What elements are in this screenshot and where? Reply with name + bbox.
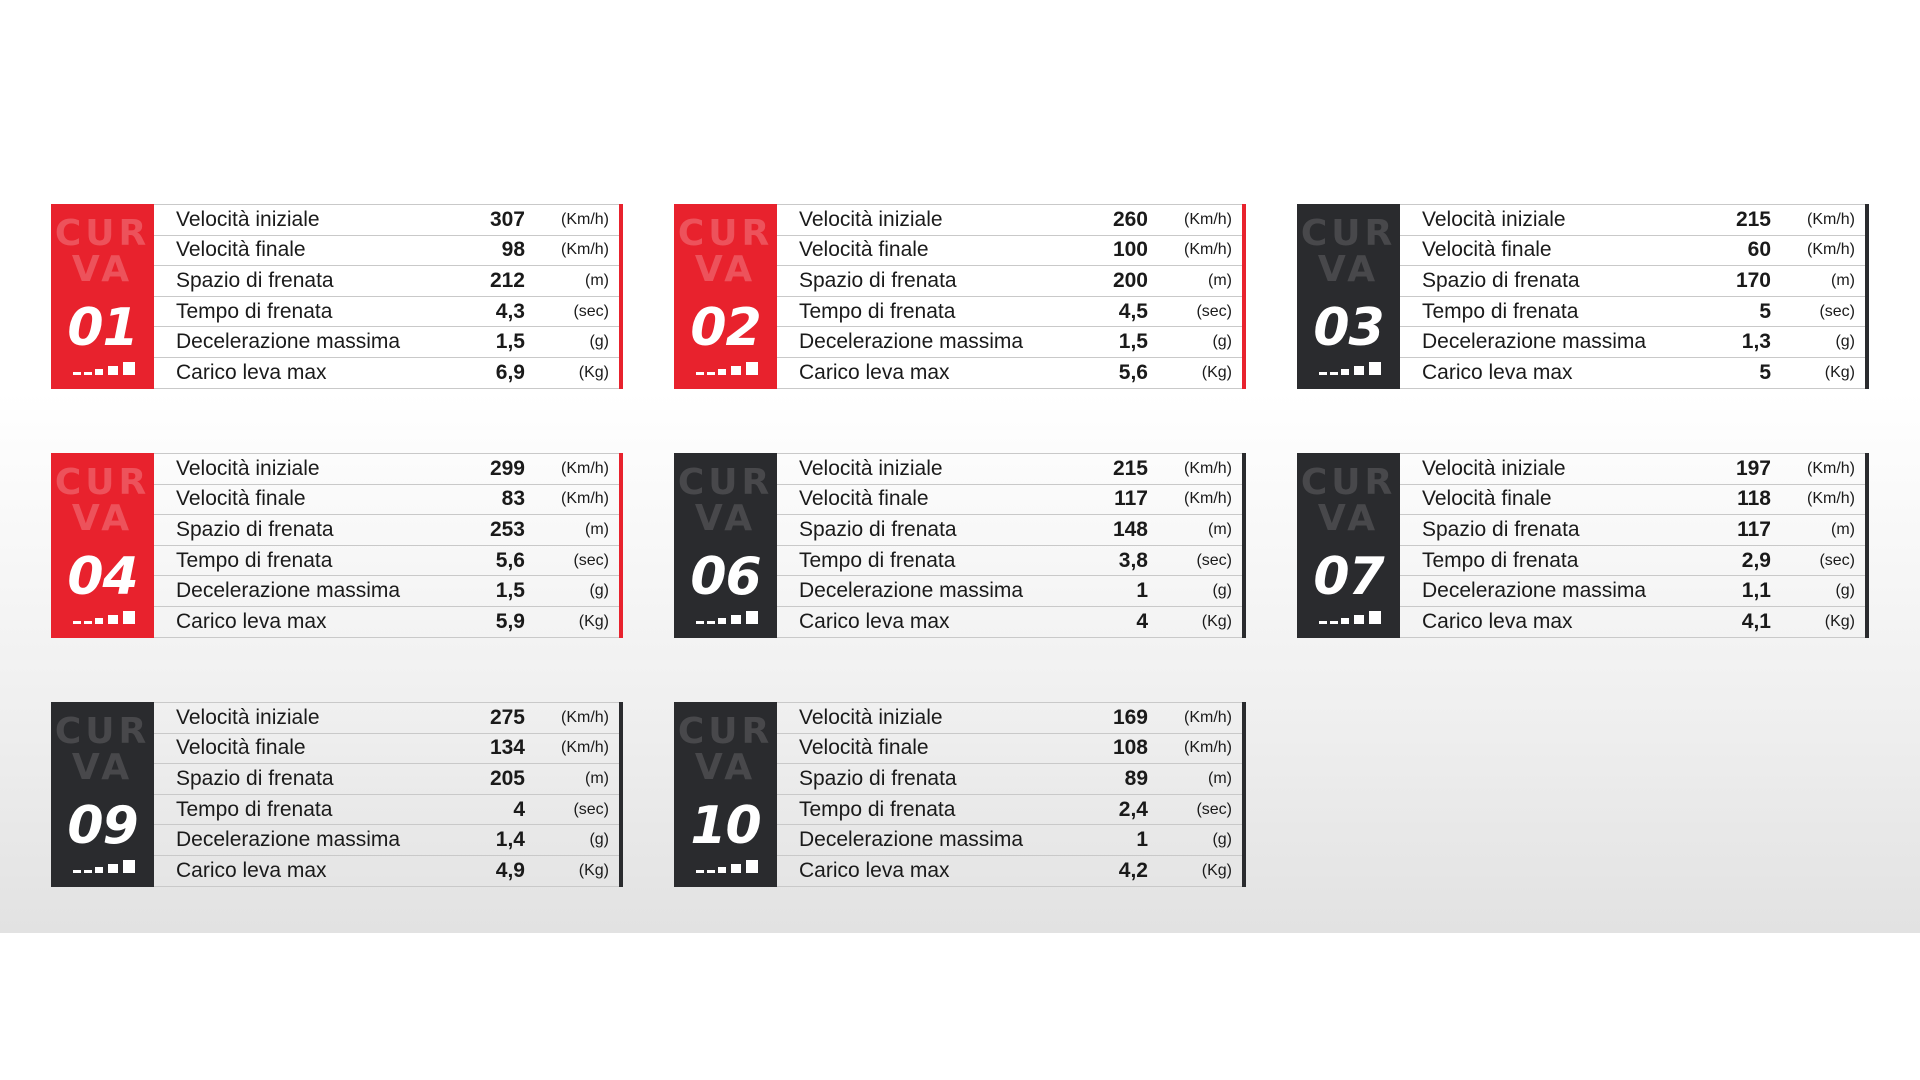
stat-row: [154, 515, 619, 546]
curve-stats-table: [777, 702, 1242, 887]
stat-value: 5,6: [495, 548, 525, 572]
curve-label-bottom: VA: [71, 249, 134, 290]
curve-card-09: [51, 702, 623, 887]
stat-row: [154, 205, 619, 236]
stat-row: [154, 358, 619, 389]
curve-stats-table: [777, 453, 1242, 638]
stat-unit: (sec): [1196, 551, 1232, 569]
curve-number: 02: [690, 298, 761, 358]
stat-value: 215: [1735, 207, 1771, 231]
card-edge-bar: [1242, 702, 1246, 887]
stat-value: 2,4: [1118, 797, 1148, 821]
stat-label: Velocità finale: [799, 736, 929, 760]
signal-bars-icon: [73, 859, 137, 873]
card-edge-bar: [1865, 204, 1869, 389]
stat-row: [154, 734, 619, 765]
stat-unit: (m): [1831, 520, 1855, 538]
stat-row: [777, 485, 1242, 516]
stat-label: Tempo di frenata: [799, 548, 956, 572]
stat-label: Carico leva max: [1422, 609, 1573, 633]
stat-unit: (sec): [573, 551, 609, 569]
stat-value: 108: [1112, 736, 1148, 760]
stat-label: Spazio di frenata: [176, 517, 334, 541]
stat-unit: (sec): [1196, 800, 1232, 818]
stat-label: Velocità finale: [799, 487, 929, 511]
stat-label: Spazio di frenata: [799, 268, 957, 292]
curve-stats-table: [154, 204, 619, 389]
stat-value: 5,6: [1118, 360, 1148, 384]
stat-label: Velocità iniziale: [799, 705, 943, 729]
stat-row: [154, 576, 619, 607]
stat-row: [154, 825, 619, 856]
stat-unit: (g): [589, 582, 609, 600]
stat-unit: (m): [585, 271, 609, 289]
stat-unit: (Km/h): [561, 459, 609, 477]
stat-row: [1400, 297, 1865, 328]
stat-unit: (Km/h): [1184, 739, 1232, 757]
stat-label: Decelerazione massima: [799, 579, 1024, 603]
stat-unit: (Km/h): [561, 241, 609, 259]
stat-value: 200: [1112, 268, 1148, 292]
stat-value: 1,4: [495, 828, 525, 852]
curve-label-top: CUR: [54, 213, 151, 254]
curve-card-04: [51, 453, 623, 638]
stat-label: Decelerazione massima: [799, 828, 1024, 852]
stat-unit: (Km/h): [561, 210, 609, 228]
stat-row: [154, 266, 619, 297]
signal-bars-icon: [696, 361, 760, 375]
stat-row: [1400, 266, 1865, 297]
curve-badge: [674, 204, 777, 389]
stat-unit: (Kg): [1824, 363, 1855, 381]
stat-label: Decelerazione massima: [176, 330, 401, 354]
stat-value: 4,9: [495, 858, 525, 882]
stat-row: [1400, 358, 1865, 389]
stat-value: 89: [1124, 766, 1148, 790]
stat-unit: (Kg): [578, 363, 609, 381]
stat-label: Decelerazione massima: [1422, 579, 1647, 603]
stat-unit: (m): [585, 520, 609, 538]
stat-label: Decelerazione massima: [176, 828, 401, 852]
stat-row: [1400, 236, 1865, 267]
stat-label: Carico leva max: [176, 360, 327, 384]
stat-row: [777, 236, 1242, 267]
stat-value: 205: [489, 766, 525, 790]
stat-value: 170: [1735, 268, 1771, 292]
stat-row: [777, 546, 1242, 577]
stat-value: 3,8: [1118, 548, 1148, 572]
stat-label: Velocità iniziale: [1422, 456, 1566, 480]
signal-bars-icon: [1319, 610, 1383, 624]
stat-row: [1400, 515, 1865, 546]
stat-label: Spazio di frenata: [1422, 268, 1580, 292]
stat-label: Tempo di frenata: [176, 548, 333, 572]
curve-card-01: [51, 204, 623, 389]
signal-bars-icon: [1319, 361, 1383, 375]
card-edge-bar: [619, 702, 623, 887]
stat-unit: (Km/h): [1184, 210, 1232, 228]
curve-label-bottom: VA: [71, 747, 134, 788]
stat-value: 4: [513, 797, 525, 821]
stat-label: Spazio di frenata: [176, 268, 334, 292]
curve-card-10: [674, 702, 1246, 887]
stat-unit: (g): [589, 831, 609, 849]
stat-unit: (g): [1212, 582, 1232, 600]
stat-row: [154, 703, 619, 734]
stat-label: Carico leva max: [799, 360, 950, 384]
stat-unit: (m): [1208, 769, 1232, 787]
stat-row: [1400, 576, 1865, 607]
curve-stats-table: [1400, 204, 1865, 389]
curve-number: 09: [67, 796, 138, 856]
curve-stats-table: [154, 453, 619, 638]
stat-unit: (Kg): [1201, 612, 1232, 630]
card-edge-bar: [1865, 453, 1869, 638]
stat-value: 4,3: [495, 299, 525, 323]
stat-unit: (Km/h): [1807, 210, 1855, 228]
stat-value: 118: [1737, 487, 1771, 511]
stat-unit: (Km/h): [561, 490, 609, 508]
card-edge-bar: [619, 204, 623, 389]
curve-label-top: CUR: [54, 711, 151, 752]
stat-value: 1,5: [1118, 330, 1148, 354]
stat-row: [1400, 485, 1865, 516]
stat-value: 307: [489, 207, 525, 231]
stat-value: 1,3: [1741, 330, 1771, 354]
curve-stats-table: [1400, 453, 1865, 638]
stat-value: 253: [489, 517, 525, 541]
stat-row: [777, 856, 1242, 887]
stat-value: 1,5: [495, 579, 525, 603]
stat-value: 5,9: [495, 609, 525, 633]
stat-row: [777, 576, 1242, 607]
curve-label-top: CUR: [677, 213, 774, 254]
stat-unit: (Km/h): [1807, 490, 1855, 508]
curve-label-bottom: VA: [694, 498, 757, 539]
stat-value: 60: [1747, 238, 1771, 262]
stat-label: Tempo di frenata: [176, 299, 333, 323]
stat-value: 215: [1112, 456, 1148, 480]
stat-unit: (m): [1831, 271, 1855, 289]
stat-label: Tempo di frenata: [799, 797, 956, 821]
stat-row: [777, 795, 1242, 826]
stat-label: Carico leva max: [799, 858, 950, 882]
curve-number: 07: [1313, 547, 1384, 607]
stat-unit: (Km/h): [1184, 459, 1232, 477]
stat-row: [154, 795, 619, 826]
stat-row: [777, 266, 1242, 297]
stat-value: 134: [489, 736, 525, 760]
curve-number: 03: [1313, 298, 1384, 358]
stat-row: [154, 327, 619, 358]
stat-row: [777, 327, 1242, 358]
stat-label: Velocità iniziale: [176, 705, 320, 729]
curve-number: 10: [690, 796, 761, 856]
stat-row: [777, 825, 1242, 856]
stat-row: [777, 297, 1242, 328]
stat-value: 275: [489, 705, 525, 729]
stat-value: 299: [489, 456, 525, 480]
card-edge-bar: [1242, 453, 1246, 638]
signal-bars-icon: [73, 610, 137, 624]
signal-bars-icon: [696, 610, 760, 624]
stat-label: Carico leva max: [1422, 360, 1573, 384]
stat-unit: (sec): [573, 800, 609, 818]
stat-row: [777, 358, 1242, 389]
stat-value: 117: [1114, 487, 1148, 511]
stat-value: 4,5: [1118, 299, 1148, 323]
stat-label: Velocità finale: [799, 238, 929, 262]
stat-value: 5: [1759, 360, 1771, 384]
stat-row: [1400, 607, 1865, 638]
stat-value: 4,1: [1741, 609, 1771, 633]
curve-card-02: [674, 204, 1246, 389]
stat-unit: (Km/h): [561, 708, 609, 726]
stat-row: [154, 297, 619, 328]
stat-label: Spazio di frenata: [1422, 517, 1580, 541]
stat-label: Carico leva max: [176, 858, 327, 882]
stat-unit: (g): [1835, 582, 1855, 600]
curve-badge: [1297, 453, 1400, 638]
curve-label-top: CUR: [1300, 213, 1397, 254]
stat-label: Velocità iniziale: [799, 207, 943, 231]
curve-label-bottom: VA: [694, 747, 757, 788]
stat-unit: (Kg): [578, 612, 609, 630]
stat-value: 98: [501, 238, 525, 262]
stat-value: 197: [1735, 456, 1771, 480]
curve-number: 06: [690, 547, 761, 607]
stat-label: Tempo di frenata: [799, 299, 956, 323]
stat-unit: (sec): [1819, 302, 1855, 320]
stat-row: [777, 703, 1242, 734]
stat-label: Velocità finale: [176, 487, 306, 511]
curve-label-bottom: VA: [71, 498, 134, 539]
stat-value: 5: [1759, 299, 1771, 323]
stat-row: [154, 764, 619, 795]
stat-unit: (Km/h): [1184, 708, 1232, 726]
curve-badge: [51, 204, 154, 389]
stat-value: 1: [1136, 828, 1148, 852]
stat-label: Velocità finale: [176, 736, 306, 760]
stat-unit: (Km/h): [1184, 241, 1232, 259]
curve-number: 01: [67, 298, 138, 358]
signal-bars-icon: [73, 361, 137, 375]
stat-value: 4,2: [1118, 858, 1148, 882]
card-edge-bar: [1242, 204, 1246, 389]
stat-label: Carico leva max: [799, 609, 950, 633]
stat-label: Velocità iniziale: [799, 456, 943, 480]
stat-unit: (g): [1835, 333, 1855, 351]
curve-card-07: [1297, 453, 1869, 638]
stat-label: Tempo di frenata: [176, 797, 333, 821]
stat-label: Velocità iniziale: [1422, 207, 1566, 231]
stat-unit: (Km/h): [1184, 490, 1232, 508]
stat-value: 1,5: [495, 330, 525, 354]
stat-label: Carico leva max: [176, 609, 327, 633]
stat-row: [1400, 546, 1865, 577]
curve-badge: [51, 453, 154, 638]
curve-label-top: CUR: [677, 711, 774, 752]
stat-row: [154, 454, 619, 485]
signal-bars-icon: [696, 859, 760, 873]
stat-label: Decelerazione massima: [176, 579, 401, 603]
stat-unit: (sec): [573, 302, 609, 320]
stat-label: Velocità finale: [1422, 487, 1552, 511]
stat-label: Velocità finale: [1422, 238, 1552, 262]
curve-number: 04: [67, 547, 138, 607]
stat-unit: (Km/h): [1807, 459, 1855, 477]
curve-stats-table: [154, 702, 619, 887]
stat-unit: (g): [1212, 831, 1232, 849]
curve-badge: [674, 453, 777, 638]
stat-label: Spazio di frenata: [176, 766, 334, 790]
stat-unit: (Km/h): [1807, 241, 1855, 259]
stat-unit: (Km/h): [561, 739, 609, 757]
stat-row: [777, 454, 1242, 485]
stat-value: 83: [501, 487, 525, 511]
curve-stats-table: [777, 204, 1242, 389]
curve-badge: [674, 702, 777, 887]
stat-value: 148: [1112, 517, 1148, 541]
curve-card-03: [1297, 204, 1869, 389]
stat-unit: (Kg): [1824, 612, 1855, 630]
stat-row: [777, 734, 1242, 765]
stat-label: Decelerazione massima: [1422, 330, 1647, 354]
stat-unit: (sec): [1196, 302, 1232, 320]
card-edge-bar: [619, 453, 623, 638]
stat-label: Velocità iniziale: [176, 207, 320, 231]
stat-value: 1,1: [1741, 579, 1771, 603]
stat-unit: (Kg): [1201, 363, 1232, 381]
stat-label: Spazio di frenata: [799, 517, 957, 541]
stat-label: Velocità finale: [176, 238, 306, 262]
stat-unit: (sec): [1819, 551, 1855, 569]
stat-value: 6,9: [495, 360, 525, 384]
curve-label-top: CUR: [677, 462, 774, 503]
curve-card-06: [674, 453, 1246, 638]
curve-label-bottom: VA: [1317, 498, 1380, 539]
stat-label: Tempo di frenata: [1422, 299, 1579, 323]
stat-unit: (m): [1208, 520, 1232, 538]
curve-badge: [1297, 204, 1400, 389]
stat-value: 4: [1136, 609, 1148, 633]
stat-row: [1400, 327, 1865, 358]
stat-row: [154, 485, 619, 516]
curve-label-bottom: VA: [694, 249, 757, 290]
stat-row: [777, 205, 1242, 236]
stat-unit: (Kg): [1201, 861, 1232, 879]
stat-row: [1400, 205, 1865, 236]
stat-label: Velocità iniziale: [176, 456, 320, 480]
stat-value: 100: [1112, 238, 1148, 262]
stat-unit: (m): [1208, 271, 1232, 289]
stat-row: [777, 607, 1242, 638]
stat-row: [777, 515, 1242, 546]
stat-unit: (m): [585, 769, 609, 787]
curve-badge: [51, 702, 154, 887]
stat-unit: (g): [1212, 333, 1232, 351]
stat-value: 169: [1112, 705, 1148, 729]
stat-row: [1400, 454, 1865, 485]
stat-row: [777, 764, 1242, 795]
stat-label: Tempo di frenata: [1422, 548, 1579, 572]
curve-label-top: CUR: [54, 462, 151, 503]
stat-value: 117: [1737, 517, 1771, 541]
stat-value: 212: [489, 268, 525, 292]
curve-label-top: CUR: [1300, 462, 1397, 503]
stat-label: Spazio di frenata: [799, 766, 957, 790]
stat-label: Decelerazione massima: [799, 330, 1024, 354]
stat-value: 2,9: [1741, 548, 1771, 572]
stat-row: [154, 546, 619, 577]
stat-row: [154, 236, 619, 267]
stat-unit: (Kg): [578, 861, 609, 879]
curve-label-bottom: VA: [1317, 249, 1380, 290]
stat-value: 1: [1136, 579, 1148, 603]
stat-row: [154, 607, 619, 638]
stat-row: [154, 856, 619, 887]
stat-unit: (g): [589, 333, 609, 351]
stat-value: 260: [1112, 207, 1148, 231]
